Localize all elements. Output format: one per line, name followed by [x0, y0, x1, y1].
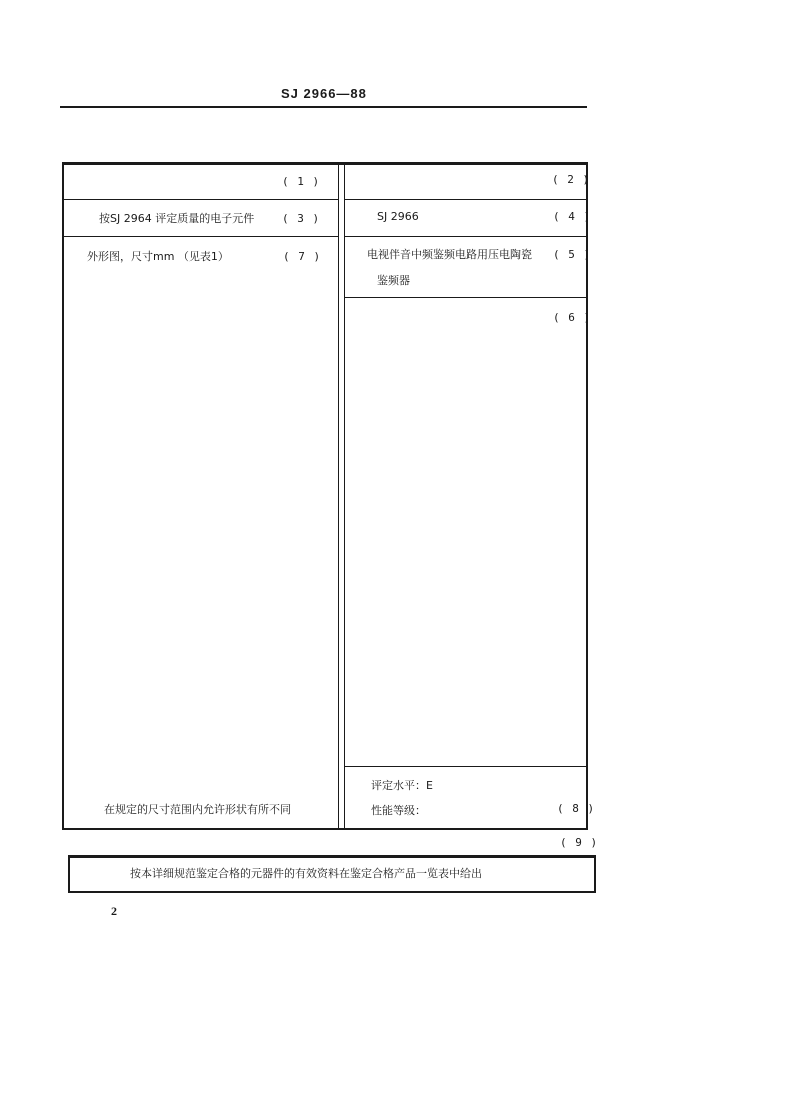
page-number: 2	[111, 904, 117, 918]
box-4-code: ( 4 )	[553, 210, 592, 223]
box-5-line2: 鉴频器	[377, 274, 410, 287]
rule-right-2	[345, 236, 586, 237]
box-7-note: 在规定的尺寸范围内允许形状有所不同	[104, 803, 291, 816]
rule-right-1	[345, 199, 586, 200]
box-7-code: ( 7 )	[283, 250, 322, 263]
box-8-line1: 评定水平：E	[371, 779, 433, 792]
box-6-code: ( 6 )	[553, 311, 592, 324]
box-5-line1: 电视伴音中频鉴频电路用压电陶瓷	[367, 248, 532, 261]
header-rule	[60, 106, 587, 108]
rule-left-1	[64, 199, 338, 200]
rule-right-4	[345, 766, 586, 767]
box-8-code: ( 8 )	[557, 802, 596, 815]
column-divider-right	[344, 163, 345, 829]
box-5-code: ( 5 )	[553, 248, 592, 261]
box-3-text: 按SJ 2964 评定质量的电子元件	[99, 212, 255, 225]
rule-left-2	[64, 236, 338, 237]
box-3-code: ( 3 )	[282, 212, 321, 225]
box-2-code: ( 2 )	[552, 173, 591, 186]
document-number: SJ 2966—88	[281, 86, 367, 101]
box-9-code: ( 9 )	[560, 836, 599, 849]
rule-right-3	[345, 297, 586, 298]
box-8-line2: 性能等级：	[371, 804, 426, 817]
box-7-title: 外形图，尺寸mm （见表1）	[87, 250, 229, 263]
box-1-code: ( 1 )	[282, 175, 321, 188]
box-9-text: 按本详细规范鉴定合格的元器件的有效资料在鉴定合格产品一览表中给出	[130, 867, 482, 880]
box-4-text: SJ 2966	[377, 210, 419, 223]
column-divider	[338, 163, 339, 829]
